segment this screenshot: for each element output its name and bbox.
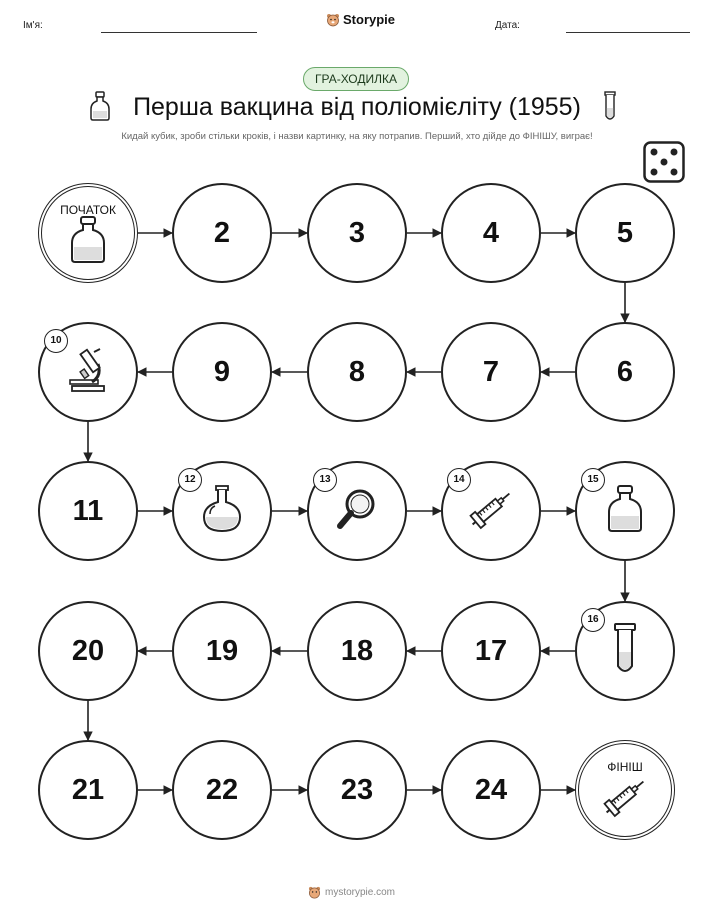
board-cell xyxy=(172,322,272,422)
cell-number: 23 xyxy=(340,773,374,806)
logo-bear-icon xyxy=(308,886,321,899)
board-cell xyxy=(441,601,541,701)
cell-number-badge: 16 xyxy=(581,608,605,632)
cell-number: 5 xyxy=(616,216,634,249)
cell-number: 3 xyxy=(348,216,366,249)
page-title: Перша вакцина від поліомієліту (1955) xyxy=(133,93,581,121)
instructions: Кидай кубик, зроби стільки кроків, і назви картинку, на яку потрапив. Перший, хто дійде до ФІНІШУ, виграє! xyxy=(121,131,593,142)
board-cell xyxy=(575,183,675,283)
dice-icon xyxy=(643,141,685,183)
microscope-icon xyxy=(64,346,112,399)
board-finish-cell xyxy=(575,740,675,840)
cell-number: 2 xyxy=(213,216,231,249)
magnifier-icon xyxy=(334,486,380,537)
game-type-badge: ГРА-ХОДИЛКА xyxy=(303,67,409,91)
cell-number-badge: 12 xyxy=(178,468,202,492)
cell-number: 22 xyxy=(205,773,239,806)
name-label: Ім'я: xyxy=(23,20,43,31)
board-cell xyxy=(307,183,407,283)
cell-number: 8 xyxy=(348,355,366,388)
board-cell xyxy=(441,183,541,283)
board-start-cell xyxy=(38,183,138,283)
board-cell xyxy=(575,322,675,422)
board-cell xyxy=(172,601,272,701)
name-line[interactable] xyxy=(101,32,257,33)
cell-number: 6 xyxy=(616,355,634,388)
board-cell xyxy=(307,322,407,422)
board-cell xyxy=(172,740,272,840)
cell-number-badge: 13 xyxy=(313,468,337,492)
footer xyxy=(308,886,395,899)
cell-number: 18 xyxy=(340,634,374,667)
cell-number: 11 xyxy=(72,494,104,527)
test-tube-icon xyxy=(603,90,617,122)
logo-bear-icon xyxy=(326,13,340,27)
cell-number: 4 xyxy=(482,216,500,249)
bottle-icon xyxy=(605,484,645,539)
cell-number-badge: 10 xyxy=(44,329,68,353)
cell-number: 24 xyxy=(474,773,508,806)
board-cell xyxy=(307,740,407,840)
board-cell xyxy=(441,740,541,840)
cell-number: 19 xyxy=(205,634,239,667)
board-cell xyxy=(38,740,138,840)
board-cell xyxy=(441,322,541,422)
cell-number: 21 xyxy=(71,773,105,806)
cell-number: 9 xyxy=(213,355,231,388)
board-cell xyxy=(38,601,138,701)
test-tube-icon xyxy=(612,622,638,681)
storypie-logo xyxy=(326,12,395,27)
board-cell xyxy=(38,461,138,561)
date-line[interactable] xyxy=(566,32,690,33)
date-label: Дата: xyxy=(495,20,520,31)
syringe-icon xyxy=(466,484,516,539)
cell-number-badge: 14 xyxy=(447,468,471,492)
cell-number: 20 xyxy=(71,634,105,667)
cell-caption: ФІНІШ xyxy=(607,760,643,774)
cell-number: 7 xyxy=(482,355,500,388)
board-cell xyxy=(307,601,407,701)
logo-text: Storypie xyxy=(343,12,396,27)
syringe-icon xyxy=(600,772,650,827)
cell-number: 17 xyxy=(474,634,508,667)
footer-url[interactable]: mystorypie.com xyxy=(325,887,396,898)
bottle-icon xyxy=(68,215,108,270)
board-cell xyxy=(172,183,272,283)
cell-number-badge: 15 xyxy=(581,468,605,492)
flask-icon xyxy=(200,484,244,539)
cell-caption: ПОЧАТОК xyxy=(60,203,116,217)
